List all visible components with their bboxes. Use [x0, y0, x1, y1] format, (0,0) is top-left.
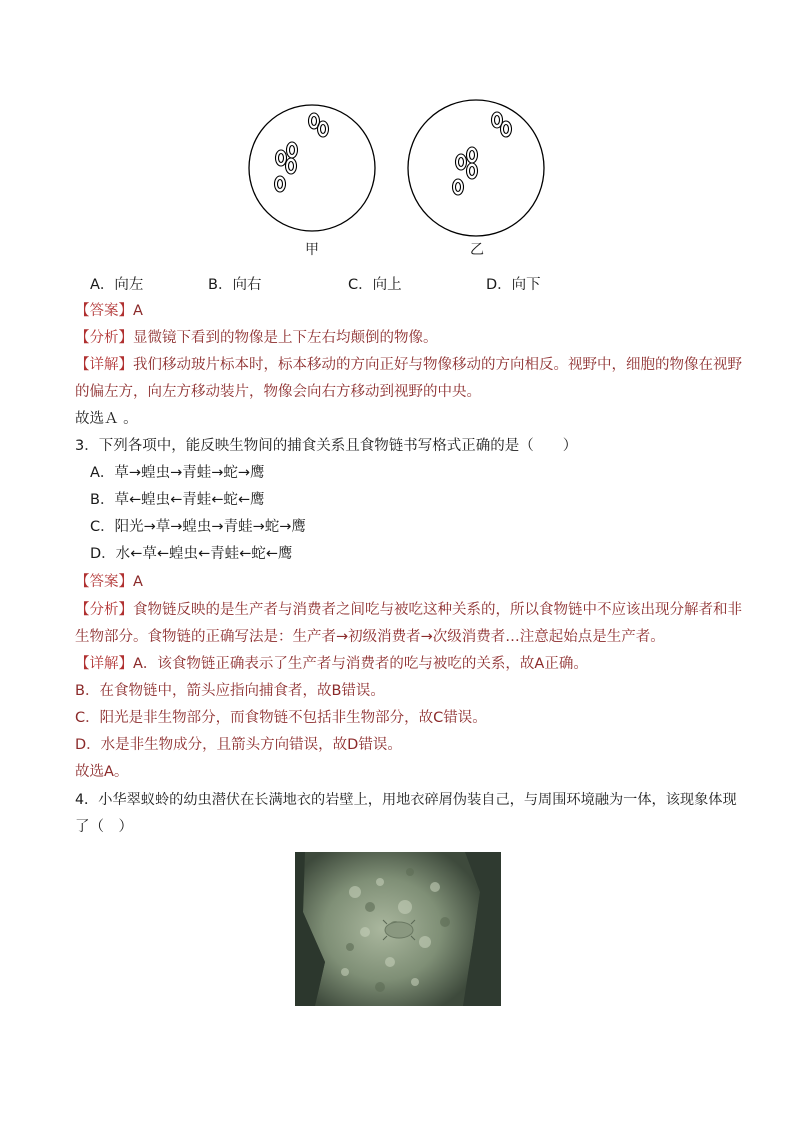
q3-option-a: A．草→蝗虫→青蛙→蛇→鹰: [90, 465, 265, 481]
q2-detail-line-2: 的偏左方，向左方移动装片，物像会向右方移动到视野的中央。: [75, 384, 481, 400]
q3-detail-d: D．水是非生物成分，且箭头方向错误，故D错误。: [75, 737, 402, 753]
q3-conclusion: 故选A。: [75, 764, 129, 780]
q2-conclusion: 故选Ａ 。: [75, 411, 138, 427]
detail-text: 我们移动玻片标本时，标本移动的方向正好与物像移动的方向相反。视野中，细胞的物像在视野: [133, 357, 742, 373]
field-of-view-yi: [408, 100, 544, 236]
detail-tag: 【详解】: [75, 357, 133, 373]
analysis-tag: 【分析】: [75, 330, 133, 346]
answer-value: A: [133, 303, 143, 319]
detail-tag: 【详解】: [75, 656, 133, 672]
field-of-view-jia: [249, 105, 375, 231]
q3-analysis-line-1: [75, 600, 742, 620]
q4-stem-line-2: 了（ ）: [75, 819, 133, 835]
q2-answer: [75, 301, 143, 321]
analysis-text: 显微镜下看到的物像是上下左右均颠倒的物像。: [133, 330, 438, 346]
q3-answer: [75, 572, 143, 592]
q2-option-a: A．向左: [90, 277, 144, 293]
q3-option-c: C．阳光→草→蝗虫→青蛙→蛇→鹰: [90, 519, 306, 535]
q3-option-b: B．草←蝗虫←青蛙←蛇←鹰: [90, 492, 265, 508]
q2-option-c: C．向上: [348, 277, 402, 293]
answer-value: A: [133, 574, 143, 590]
q3-analysis-line-2: 生物部分。食物链的正确写法是：生产者→初级消费者→次级消费者…注意起始点是生产者。: [75, 629, 665, 645]
q3-detail-c: C．阳光是非生物部分，而食物链不包括非生物部分，故C错误。: [75, 710, 487, 726]
detail-text: A．该食物链正确表示了生产者与消费者的吃与被吃的关系，故A正确。: [133, 656, 588, 672]
q2-option-d: D．向下: [486, 277, 541, 293]
analysis-tag: 【分析】: [75, 602, 133, 618]
q2-analysis: [75, 328, 438, 348]
lichen-texture: [295, 852, 501, 1006]
q4-stem-line-1: 4．小华翠蚁蛉的幼虫潜伏在长满地衣的岩壁上，用地衣碎屑伪装自己，与周围环境融为一体，该现象体现: [75, 792, 737, 808]
q3-option-d: D．水←草←蝗虫←青蛙←蛇←鹰: [90, 546, 293, 562]
q2-detail-line-1: [75, 355, 742, 375]
microscope-figure: [0, 0, 794, 260]
q3-detail-a: [75, 654, 588, 674]
lichen-larva-photo: [295, 852, 501, 1006]
q3-stem: 3．下列各项中，能反映生物间的捕食关系且食物链书写格式正确的是（ ）: [75, 438, 578, 454]
answer-tag: 【答案】: [75, 574, 133, 590]
analysis-text: 食物链反映的是生产者与消费者之间吃与被吃这种关系的，所以食物链中不应该出现分解者和非: [133, 602, 742, 618]
answer-tag: 【答案】: [75, 303, 133, 319]
figure-label-jia: 甲: [305, 242, 319, 258]
q3-detail-b: B．在食物链中，箭头应指向捕食者，故B错误。: [75, 683, 385, 699]
figure-label-yi: 乙: [470, 242, 484, 258]
q2-option-b: B．向右: [208, 277, 262, 293]
